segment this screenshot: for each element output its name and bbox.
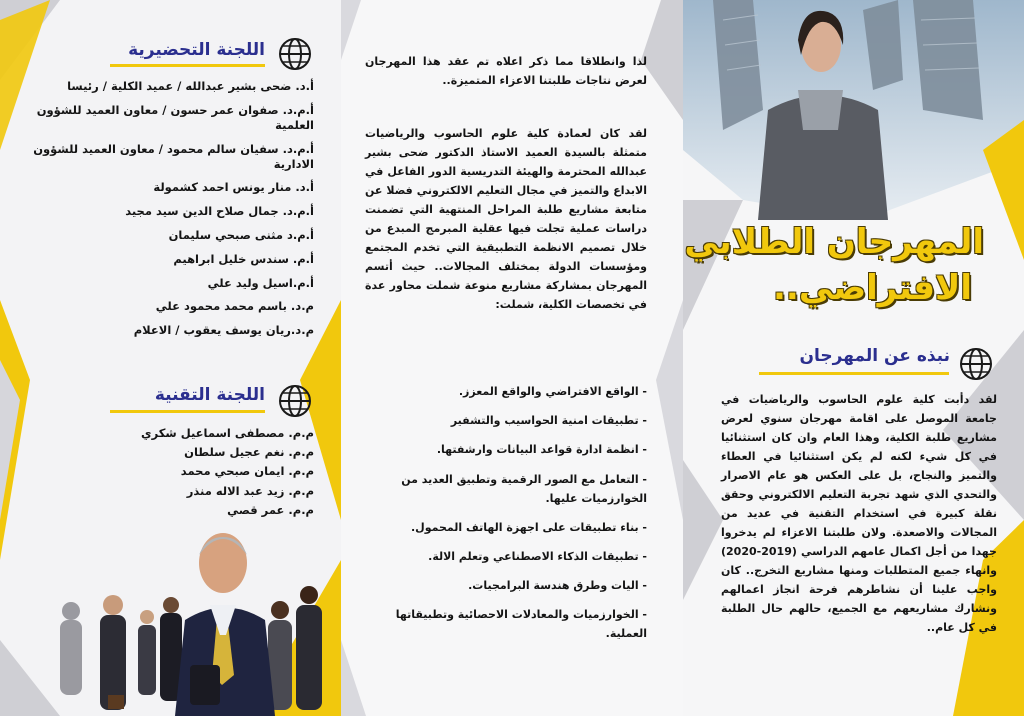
list-item: أ.م.د مثنى صبحي سليمان <box>168 227 314 242</box>
intro-paragraph: لذا وانطلاقا مما ذكر اعلاه تم عقد هذا المهرجان لعرض نتاجات طلبتنا الاعزاء المتميزة.. <box>365 55 647 87</box>
list-item: أ.م. سندس خليل ابراهيم <box>173 251 314 266</box>
list-item: م.م. ايمان صبحي محمد <box>180 464 314 479</box>
topics-list <box>377 382 647 654</box>
details-panel <box>341 0 683 716</box>
globe-icon <box>278 37 312 71</box>
tech-committee-list <box>140 426 314 522</box>
list-item: أ.م.د. صفوان عمر حسون / معاون العميد للشؤون العلمية <box>36 102 314 132</box>
list-item: - تطبيقات امنية الحواسيب والتشفير <box>450 414 647 428</box>
list-item: - الخوارزميات والمعادلات الاحصائية وتطبيقاتها العملية. <box>395 608 647 641</box>
list-item: م.م. زيد عبد الاله منذر <box>186 483 314 498</box>
list-item: - انظمة ادارة قواعد البيانات وارشفتها. <box>436 443 647 457</box>
list-item: أ.م.د. سفيان سالم محمود / معاون العميد للشؤون الادارية <box>33 141 314 171</box>
festival-subtitle: الافتراضي.. <box>772 268 972 308</box>
about-paragraph: لقد دأبت كلية علوم الحاسوب والرياضيات في جامعة الموصل على اقامة مهرجان سنوي لعرض مشاريع طلبة الكلية، وهذا العام وان كان استثنائيا في كل شيء لكنه لم يكن استثنائيا في العطاء والتميز والنجاح، بل على العكس هو عام الاصرار والتحدي الذي شهد تجربة التعليم الالكتروني وحقق نقلة كبيرة في استخدام التقنية في عديد من المجالات والاصعدة. ولان طلبتنا الاعزاء لم يدخروا جهدا من أجل اكمال عامهم الدراسي (2019-2020) وانهاء جميع المتطلبات ومنها مشاريع التخرج.. كان واجب علينا أن نشاطرهم فرحة انجاز اعمالهم ونشارك مشاريعهم مع الجميع، حالهم حال الطلبة في كل عام.. <box>721 393 997 634</box>
list-item: م.م. مصطفى اسماعيل شكري <box>141 426 314 440</box>
committees-panel <box>0 0 341 716</box>
prep-committee-list <box>16 79 314 347</box>
list-item: م.م. نغم عجيل سلطان <box>184 445 314 460</box>
list-item: م.د. باسم محمد محمود علي <box>155 299 314 314</box>
list-item: - الواقع الافتراضي والواقع المعزز. <box>458 385 647 398</box>
festival-title: المهرجان الطلابي <box>684 222 984 262</box>
about-heading: نبذه عن المهرجان <box>799 346 950 366</box>
list-item: أ.د. ضحى بشير عبدالله / عميد الكلية / رئيسا <box>67 79 314 93</box>
list-item: - بناء تطبيقات على اجهزة الهاتف المحمول. <box>411 520 647 534</box>
list-item: أ.م.اسيل وليد علي <box>207 275 314 290</box>
business-people-photo <box>40 525 340 716</box>
list-item: أ.د. منار يونس احمد كشمولة <box>153 180 314 195</box>
cover-panel <box>683 0 1024 716</box>
list-item: - اليات وطرق هندسة البرامجيات. <box>468 579 647 593</box>
heading-underline <box>110 410 265 413</box>
tech-committee-heading: اللجنة التقنية <box>154 385 265 405</box>
list-item: أ.م.د. جمال صلاح الدين سيد مجيد <box>125 204 314 219</box>
list-item: م.م. عمر قصي <box>227 502 314 517</box>
globe-icon <box>959 347 993 381</box>
list-item: م.د.ريان يوسف يعقوب / الاعلام <box>133 323 314 338</box>
body-paragraph: لقد كان لعمادة كلية علوم الحاسوب والرياضيات متمثلة بالسيدة العميد الاستاذ الدكتور ضحى بشير عبدالله المحترمة والهيئة التدريسية الدور الفاعل في الابداع والتميز في مجال التعليم الالكتروني فضلا عن متابعة مشاريع طلبة المراحل المنتهية التي تضمنت دراسات عملية تجلت فيها عقلية المبرمج المبدع من خلال تصميم الانظمة التطبيقية التي تخدم المجتمع ومؤسسات الدولة بمختلف المجالات.. حيث أتسم المهرجان بمشاركة مشاريع منوعة شملت محاور عدة في تخصصات الكلية، شملت: <box>365 127 647 311</box>
heading-underline <box>110 64 265 67</box>
list-item: - تطبيقات الذكاء الاصطناعي وتعلم الالة. <box>428 549 647 563</box>
prep-committee-heading: اللجنة التحضيرية <box>128 40 265 60</box>
globe-icon <box>278 384 312 418</box>
heading-underline <box>759 372 949 375</box>
list-item: - التعامل مع الصور الرقمية وتطبيق العديد من الخوارزميات عليها. <box>401 472 647 505</box>
